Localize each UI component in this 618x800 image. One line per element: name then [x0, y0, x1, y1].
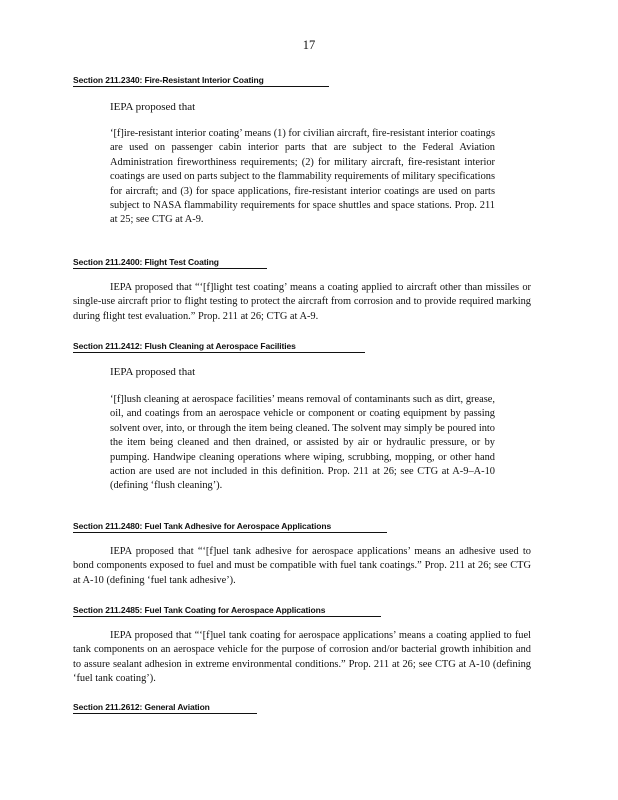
section-heading: Section 211.2485: Fuel Tank Coating for Aerospace Applications — [73, 605, 381, 617]
block-quote: ‘[f]ire-resistant interior coating’ means (1) for civilian aircraft, fire-resistant interior coatings are used on passenger cabin interior parts that are subject to the Federal Aviation Administration fireworthiness requirements; (2) for military aircraft, fire-resistant interior coatings are used on parts subject to the flammability requirements of military specifications for aircraft; and (3) for space applications, fire-resistant interior coatings are used on parts subject to NASA flammability requirements for space shuttles and space stations. Prop. 211 at 25; see CTG at A-9. — [110, 128, 495, 226]
section-heading: Section 211.2340: Fire-Resistant Interior Coating — [73, 75, 329, 87]
section-heading: Section 211.2412: Flush Cleaning at Aerospace Facilities — [73, 341, 365, 353]
section-heading: Section 211.2480: Fuel Tank Adhesive for Aerospace Applications — [73, 521, 387, 533]
body-paragraph: IEPA proposed that “‘[f]uel tank adhesive for aerospace applications’ means an adhesive used to bond components exposed to fuel and must be compatible with fuel tank coatings.” Prop. 211 at 26; see CTG at A-10 (defining ‘fuel tank adhesive’). — [73, 546, 531, 586]
lead-text: IEPA proposed that — [110, 366, 196, 378]
section-heading: Section 211.2400: Flight Test Coating — [73, 257, 267, 269]
block-quote: ‘[f]lush cleaning at aerospace facilities’ means removal of contaminants such as dirt, grease, oil, and coatings from an aerospace vehicle or component or coating equipment by passing solvent over, into, or through the item being cleaned. The solvent may simply be poured into the item being cleaned and then drained, or assisted by air or hydraulic pressure, or by pumping. Handwipe cleaning operations where wiping, scrubbing, mopping, or other hand action are used are not included in this definition. Prop. 211 at 26; see CTG at A-9–A-10 (defining ‘flush cleaning’). — [110, 394, 495, 492]
lead-text: IEPA proposed that — [110, 101, 196, 113]
section-heading: Section 211.2612: General Aviation — [73, 702, 257, 714]
body-paragraph: IEPA proposed that “‘[f]light test coating’ means a coating applied to aircraft other than missiles or single-use aircraft prior to flight testing to protect the aircraft from corrosion and to provide required marking during flight test evaluation.” Prop. 211 at 26; CTG at A-9. — [73, 282, 531, 322]
page-number: 17 — [302, 38, 316, 52]
body-paragraph: IEPA proposed that “‘[f]uel tank coating for aerospace applications’ means a coating applied to fuel tank components on an aerospace vehicle for the purpose of corrosion and/or bacterial growth inhibition and to assure sealant adhesion in extreme environmental conditions.” Prop. 211 at 26; see CTG at A-10 (defining ‘fuel tank coating’). — [73, 630, 531, 685]
